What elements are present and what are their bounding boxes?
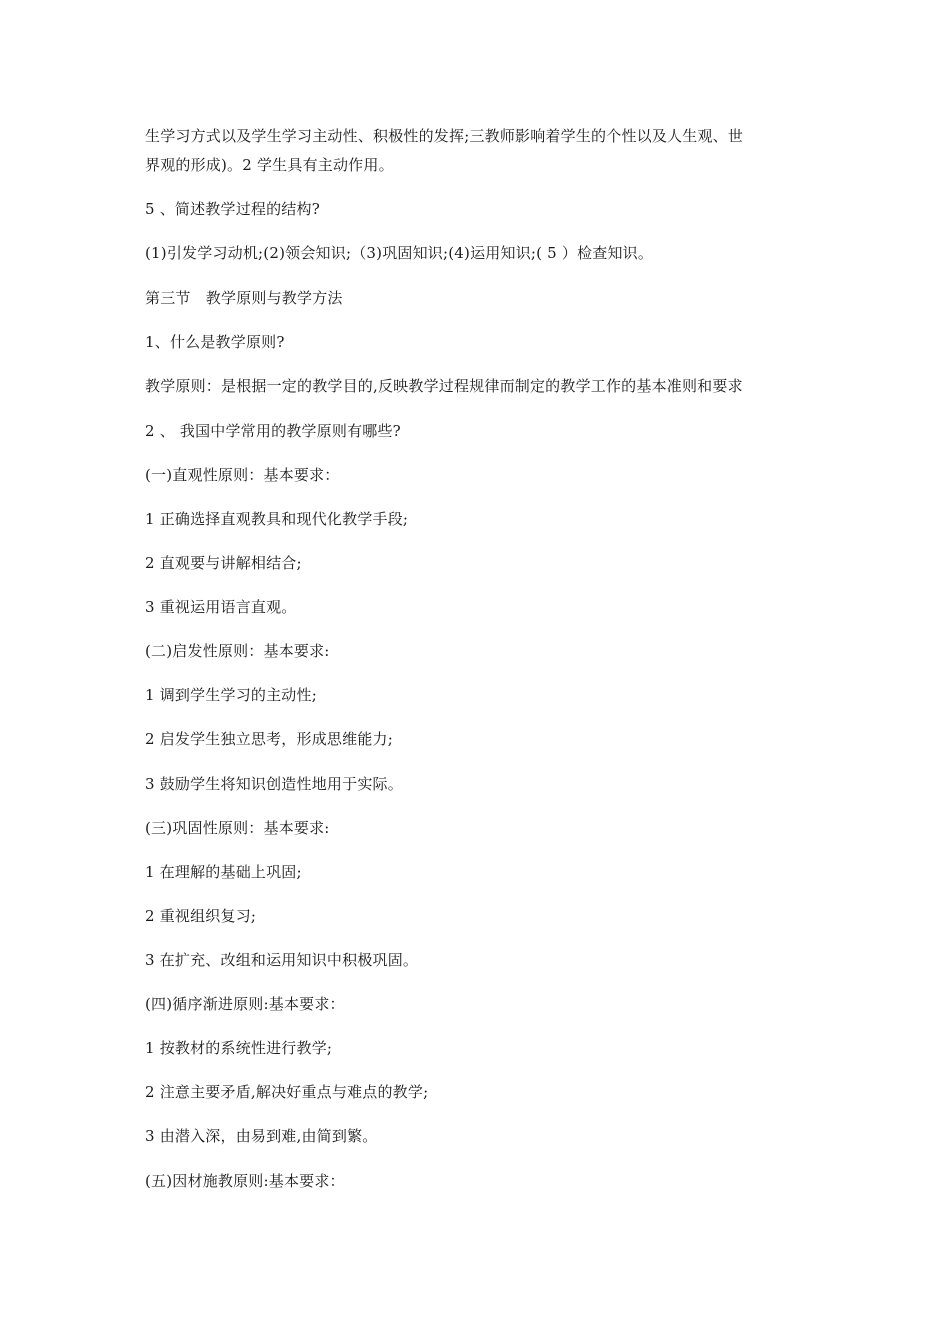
- list-item: 2 重视组织复习;: [145, 907, 257, 925]
- section-heading: 第三节 教学原则与教学方法: [145, 289, 343, 307]
- question-heading: 5 、简述教学过程的结构?: [145, 200, 320, 218]
- text-line: 界观的形成)。2 学生具有主动作用。: [145, 156, 394, 174]
- principle-heading: (五)因材施教原则:基本要求：: [145, 1172, 345, 1190]
- list-item: 2 注意主要矛盾,解决好重点与难点的教学;: [145, 1083, 429, 1101]
- list-item: 3 鼓励学生将知识创造性地用于实际。: [145, 775, 403, 793]
- principle-heading: (三)巩固性原则：基本要求:: [145, 819, 330, 837]
- text-line: 教学原则：是根据一定的教学目的,反映教学过程规律而制定的教学工作的基本准则和要求: [145, 377, 743, 395]
- principle-heading: (一)直观性原则：基本要求：: [145, 466, 340, 484]
- text-line: 生学习方式以及学生学习主动性、积极性的发挥;三教师影响着学生的个性以及人生观、世: [145, 127, 744, 145]
- list-item: 2 直观要与讲解相结合;: [145, 554, 302, 572]
- principle-heading: (四)循序渐进原则:基本要求：: [145, 995, 345, 1013]
- list-item: 3 由潜入深，由易到难,由简到繁。: [145, 1127, 378, 1145]
- list-item: 1 在理解的基础上巩固;: [145, 863, 302, 881]
- text-line: (1)引发学习动机;(2)领会知识;（3)巩固知识;(4)运用知识;( 5 ）检查知识。: [145, 244, 654, 262]
- list-item: 1 正确选择直观教具和现代化教学手段;: [145, 510, 409, 528]
- principle-heading: (二)启发性原则：基本要求:: [145, 642, 330, 660]
- list-item: 3 重视运用语言直观。: [145, 598, 297, 616]
- list-item: 1 调到学生学习的主动性;: [145, 686, 317, 704]
- list-item: 1 按教材的系统性进行教学;: [145, 1039, 333, 1057]
- question-heading: 2 、 我国中学常用的教学原则有哪些?: [145, 422, 401, 440]
- list-item: 2 启发学生独立思考，形成思维能力;: [145, 730, 393, 748]
- question-heading: 1、什么是教学原则?: [145, 333, 285, 351]
- list-item: 3 在扩充、改组和运用知识中积极巩固。: [145, 951, 419, 969]
